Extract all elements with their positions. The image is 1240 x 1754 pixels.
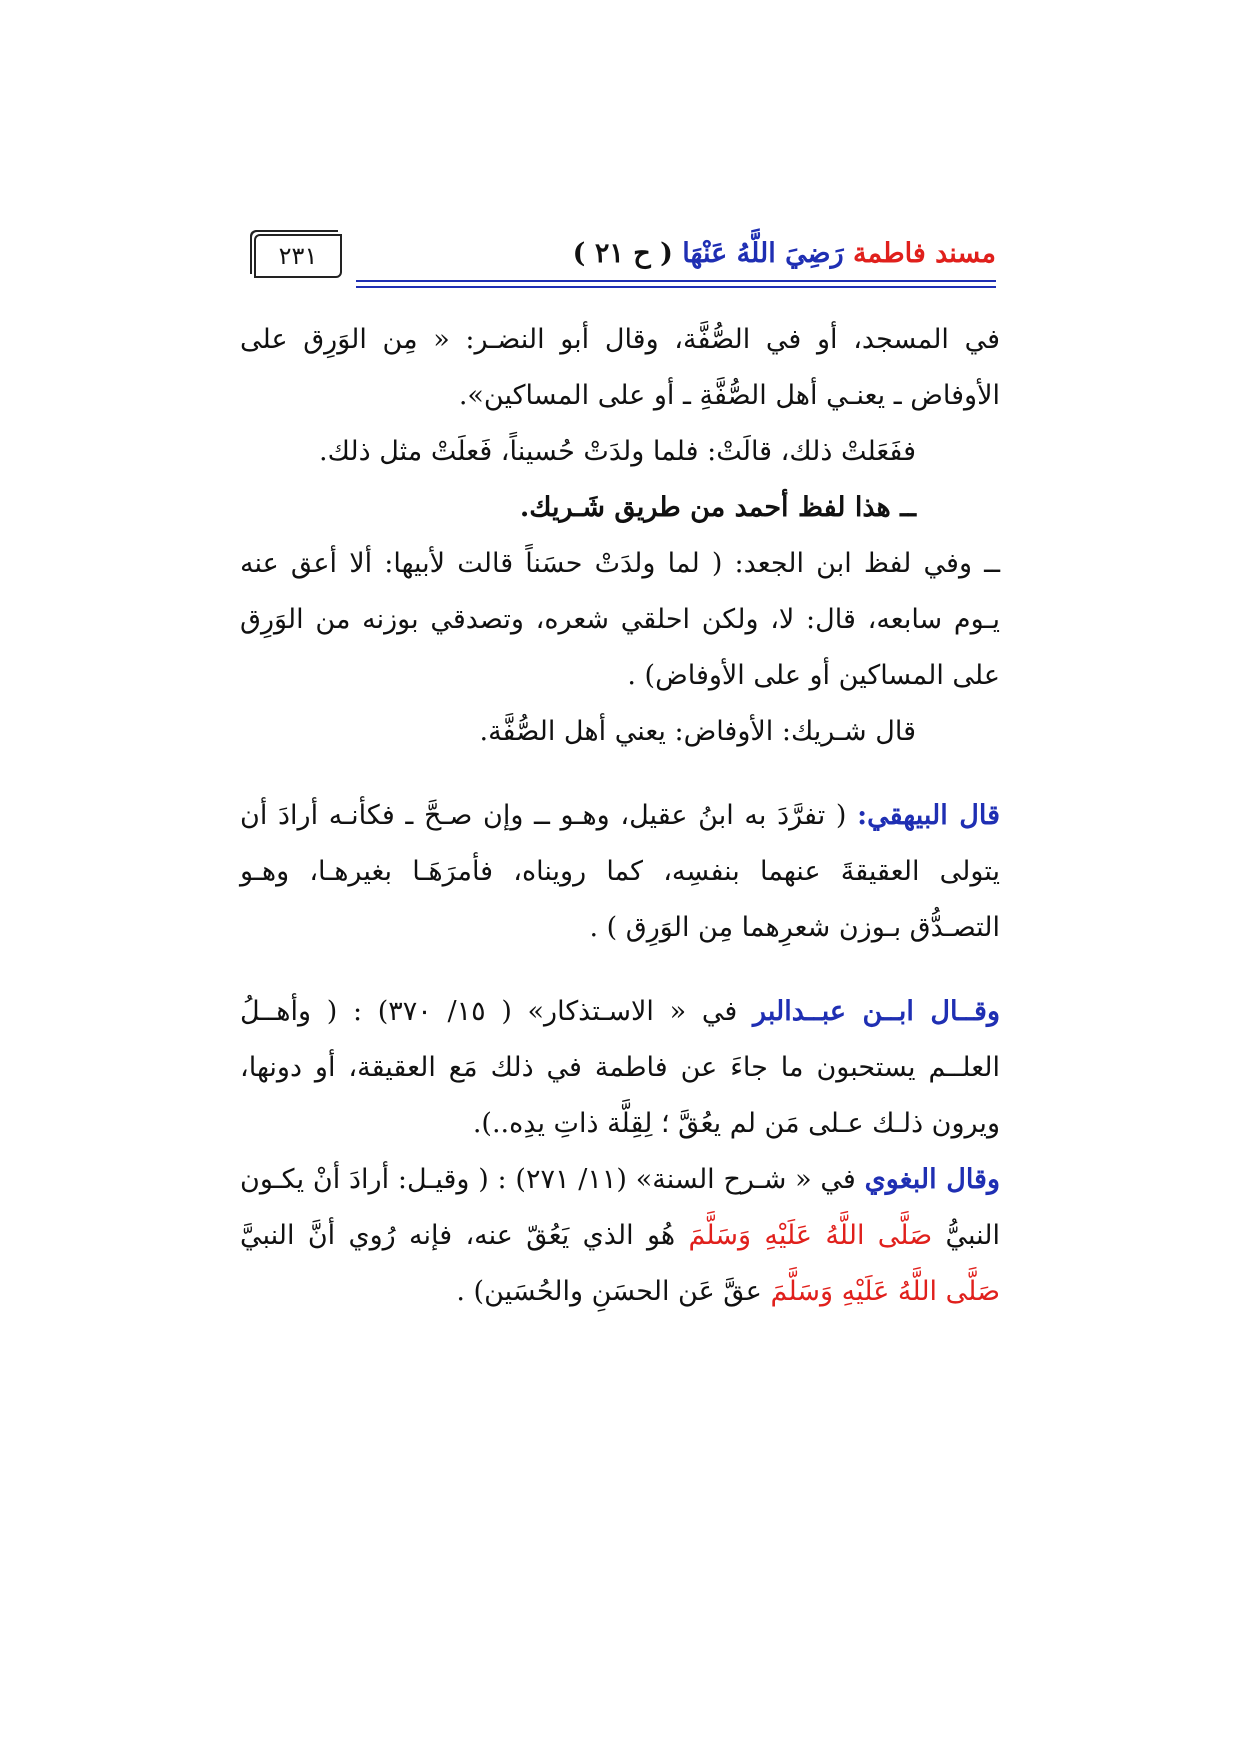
paragraph-7-text: في « الاسـتذكار» ( ١٥/ ٣٧٠) : ( وأهــلُ العلــم يستحبون ما جاءَ عن فاطمة في ذلك مَع العقيقة، أو دونها، ويرون ذلـك عـلى مَن لم يعُقَّ ؛ لِقِلَّة ذاتِ يدِه..).	[240, 996, 1000, 1139]
spacer	[240, 760, 1000, 788]
title-honorific: رَضِيَ اللَّهُ عَنْهَا	[682, 238, 844, 269]
paragraph-8-text-b: هُو الذي يَعُقّ عنه، فإنه رُوي أنَّ النبيَّ	[240, 1220, 689, 1251]
paragraph-2: ففَعَلتْ ذلك، قالَتْ: فلما ولدَتْ حُسيناً، فَعلَتْ مثل ذلك.	[319, 436, 916, 467]
salawat-1: صَلَّى اللَّهُ عَلَيْهِ وَسَلَّمَ	[688, 1220, 933, 1251]
bayhaqi-lead: قال البيهقي:	[857, 800, 1001, 831]
title-suffix: ( ح ٢١ )	[572, 238, 673, 269]
page-header	[250, 230, 996, 290]
paragraph-7	[240, 984, 1000, 1152]
title-prefix: مسند فاطمة	[853, 238, 996, 269]
paragraph-6-text: ( تفرَّدَ به ابنُ عقيل، وهـو ــ وإن صـحَّ ـ فكأنـه أرادَ أن يتولى العقيقةَ عنهما بنفسِه، كما رويناه، فأمرَهَـا بغيرهـا، وهـو التصـدُّق بـوزن شعرِهما مِن الوَرِق ) .	[240, 800, 1000, 943]
ibn-abd-al-barr-lead: وقــال ابــن عبــدالبر	[752, 996, 1000, 1027]
paragraph-3: ــ هذا لفظ أحمد من طريق شَـريك.	[519, 492, 916, 523]
running-title	[573, 238, 996, 269]
body-text	[240, 312, 1000, 1320]
spacer	[240, 956, 1000, 984]
page-number: ٢٣١	[254, 234, 342, 278]
paragraph-5: قال شـريك: الأوفاض: يعني أهل الصُّفَّة.	[479, 716, 916, 747]
paragraph-6	[240, 788, 1000, 956]
header-rule	[356, 280, 996, 288]
paragraph-8	[240, 1152, 1000, 1320]
paragraph-1: في المسجد، أو في الصُّفَّة، وقال أبو النضـر: « مِن الوَرِق على الأوفاض ـ يعنـي أهل الصُّفَّةِ ـ أو على المساكين».	[240, 324, 1000, 411]
salawat-2: صَلَّى اللَّهُ عَلَيْهِ وَسَلَّمَ	[770, 1276, 1000, 1307]
baghawi-lead: وقال البغوي	[864, 1164, 1001, 1195]
paragraph-8-text-c: عقَّ عَن الحسَنِ والحُسَين) .	[456, 1276, 771, 1307]
paragraph-8-text-a: في « شـرح السنة» (١١/ ٢٧١) : ( وقيـل: أرادَ أنْ يكـون النبيُّ	[240, 1164, 1000, 1251]
paragraph-4: ــ وفي لفظ ابن الجعد: ( لما ولدَتْ حسَناً قالت لأبيها: ألا أعق عنه يـوم سابعه، قال: لا، ولكن احلقي شعره، وتصدقي بوزنه من الوَرِق على المساكين أو على الأوفاض) .	[240, 548, 1000, 691]
